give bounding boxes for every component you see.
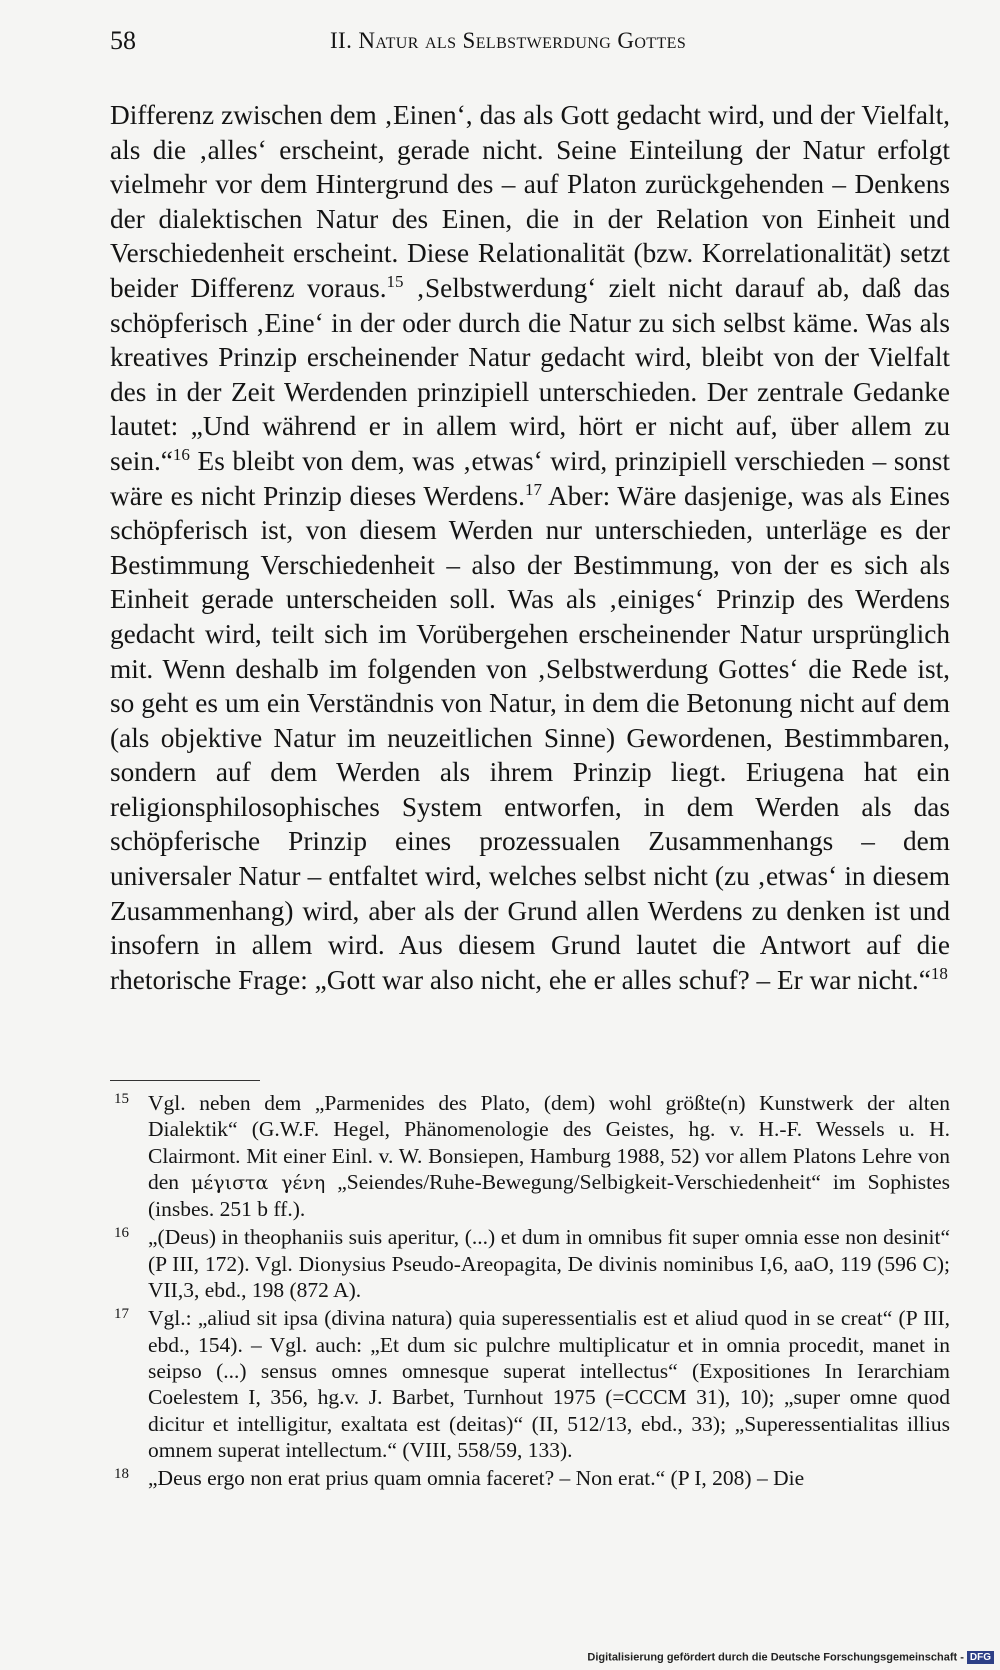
footnote-number: 17 (114, 1306, 129, 1323)
chapter-prefix: II. (330, 28, 359, 53)
body-segment: Differenz zwischen dem ‚Einen‘, das als Gott gedacht wird, und der Vielfalt, als die ‚alles‘ erscheint, gerade nicht. Seine Einteilung der Natur erfolgt vielmehr vor dem Hintergrund des – auf Platon zurückgehenden – Denkens der dialektischen Natur des Einen, die in der Relation von Einheit und Verschiedenheit erscheint. Diese Relationalität (bzw. Korrelationalität) setzt beider Differenz voraus. (110, 100, 950, 303)
footnote-ref-17[interactable]: 17 (524, 479, 542, 499)
footnote-number: 15 (114, 1091, 129, 1107)
footnote-ref-16[interactable]: 16 (172, 444, 190, 464)
body-segment: Es bleibt von dem, was ‚etwas‘ wird, prinzipiell verschieden – sonst wäre es nicht Prinzip dieses Werdens. (110, 445, 950, 511)
footnote-divider (110, 1080, 260, 1081)
greek-phrase: μέγιστα γένη (191, 1171, 326, 1194)
running-head (330, 28, 686, 54)
footnote-text: „Deus ergo non erat prius quam omnia faceret? – Non erat.“ (P I, 208) – Die (148, 1466, 805, 1491)
footnotes (110, 1090, 950, 1493)
footnote-16 (110, 1224, 950, 1303)
footnote-number: 16 (114, 1225, 129, 1242)
footnote-text: Vgl. neben dem „Parmenides des Plato, (dem) wohl größte(n) Kunstwerk der alten Dialektik“ (G.W.F. Hegel, Phänomenologie des Geistes, hg. v. H.-F. Wessels u. H. Clairmont. Mit einer Einl. v. W. Bonsiepen, Hamburg 1988, 52) vor allem Platons Lehre von den (148, 1091, 950, 1194)
dfg-logo: DFG (967, 1651, 994, 1664)
body-segment: Aber: Wäre dasjenige, was als Eines schöpferisch ist, von diesem Werden nur unterschieden, unterläge es der Bestimmung Verschiedenheit – also der Bestimmung, von der es sich als Einheit gerade unterscheiden soll. Was als ‚einiges‘ Prinzip des Werdens gedacht wird, teilt sich im Vorübergehen erscheinender Natur ursprünglich mit. Wenn deshalb im folgenden von ‚Selbstwerdung Gottes‘ die Rede ist, so geht es um ein Verständnis von Natur, in dem die Betonung nicht auf dem (als objektive Natur im neuzeitlichen Sinne) Gewordenen, Bestimmbaren, sondern auf dem Werden als ihrem Prinzip liegt. Eriugena hat ein religionsphilosophisches System entworfen, in dem Werden als das schöpferische Prinzip eines prozessualen Zusammenhangs – dem universaler Natur – entfaltet wird, welches selbst nicht (zu ‚etwas‘ in diesem Zusammenhang) wird, aber als der Grund allen Werdens zu denken ist und insofern in allem wird. Aus diesem Grund lautet die Antwort auf die rhetorische Frage: „Gott war also nicht, ehe er alles schuf? – Er war nicht.“ (110, 480, 951, 995)
footnote-ref-15[interactable]: 15 (386, 271, 404, 291)
footnote-text: „Seiendes/Ruhe-Bewegung/Selbigkeit-Verschiedenheit“ im Sophistes (insbes. 251 b ff.). (148, 1169, 951, 1222)
footnote-text: Vgl.: „aliud sit ipsa (divina natura) quia superessentialis est et aliud quod in se creat“ (P III, ebd., 154). – Vgl. auch: „Et dum sic pulchre multiplicatur et in omnia procedit, manet in seipso (...) sensus omnes omnesque superat intellectus“ (Expositiones In Ierarchiam Coelestem I, 356, hg.v. J. Barbet, Turnhout 1975 (=CCCM 31), 10); „super omne quod dicitur et intelligitur, exaltata est (deitas)“ (II, 512/13, ebd., 33); „Superessentialitas illius omnem superat intellectum.“ (VIII, 558/59, 133). (148, 1306, 950, 1462)
footnote-18 (110, 1465, 950, 1491)
footnote-text: „(Deus) in theophaniis suis aperitur, (...) et dum in omnibus fit super omnia esse non desinit“ (P III, 172). Vgl. Dionysius Pseudo-Areopagita, De divinis nominibus I,6, aaO, 119 (596 C); VII,3, ebd., 198 (872 A). (148, 1225, 950, 1303)
footnote-number: 18 (114, 1466, 129, 1483)
body-paragraph (110, 98, 950, 997)
digitization-credit (587, 1651, 994, 1664)
credit-text: Digitalisierung gefördert durch die Deutsche Forschungsgemeinschaft - (587, 1651, 964, 1664)
page-number: 58 (110, 26, 136, 55)
footnote-17 (110, 1305, 950, 1463)
footnote-15 (110, 1090, 950, 1222)
page-header (110, 26, 960, 60)
body-segment: ‚Selbstwerdung‘ zielt nicht darauf ab, daß das schöpferisch ‚Eine‘ in der oder durch die Natur zu sich selbst käme. Was als kreatives Prinzip erscheinender Natur gedacht wird, bleibt von der Vielfalt des in der Zeit Werdenden prinzipiell unterschieden. Der zentrale Gedanke lautet: „Und während er in allem wird, hört er nicht auf, über allem zu sein.“ (110, 272, 950, 476)
chapter-title: Natur als Selbstwerdung Gottes (358, 28, 687, 53)
footnote-ref-18[interactable]: 18 (930, 963, 948, 983)
